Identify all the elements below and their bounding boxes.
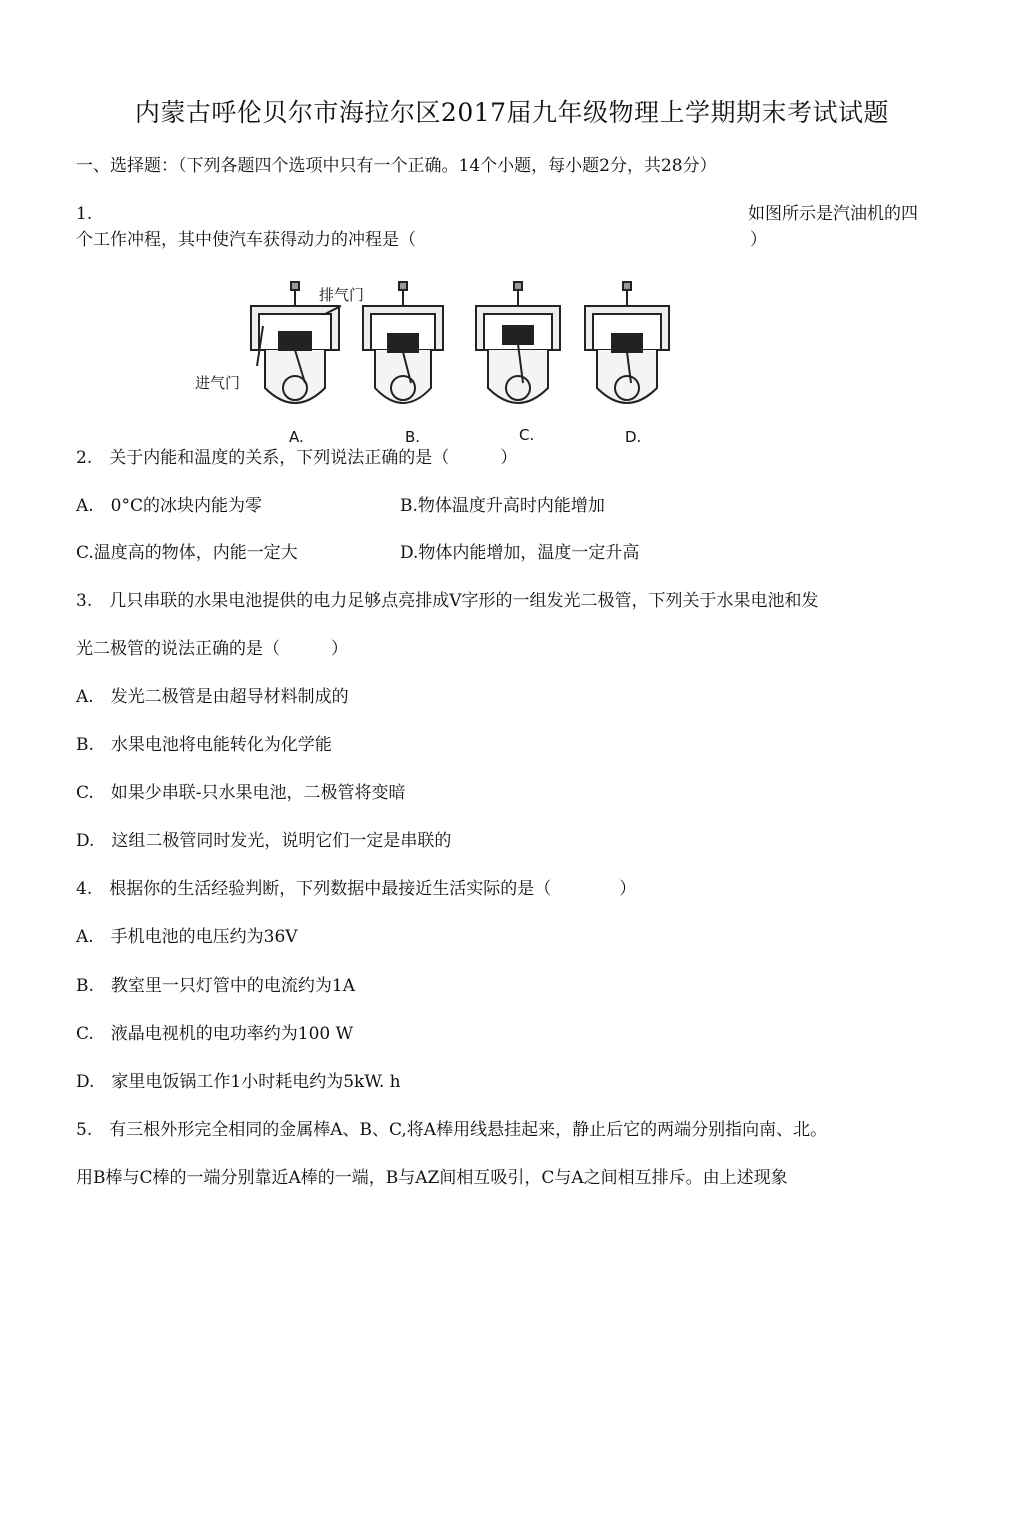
q2-option-c: C.温度高的物体，内能一定大 [76, 543, 298, 563]
engine-strokes-figure [193, 278, 683, 450]
intake-valve-label: 进气门 [195, 374, 241, 392]
q2-option-b: B.物体温度升高时内能增加 [400, 496, 605, 516]
cylinder-b-drawing [363, 282, 443, 403]
q4-option-d: D. 家里电饭锅工作1小时耗电约为5kW. h [76, 1072, 401, 1092]
cylinder-c-drawing [476, 282, 560, 403]
figure-label-c: C. [519, 426, 535, 444]
figure-label-b: B. [405, 428, 421, 446]
section-heading: 一、选择题：（下列各题四个选项中只有一个正确。14个小题，每小题2分，共28分） [76, 156, 717, 176]
q3-option-d: D. 这组二极管同时发光，说明它们一定是串联的 [76, 831, 452, 851]
figure-label-d: D. [625, 428, 642, 446]
q5-stem-line2: 用B棒与C棒的一端分别靠近A棒的一端，B与AZ间相互吸引，C与A之间相互排斥。由上述现象 [76, 1168, 788, 1188]
page-title: 内蒙古呼伦贝尔市海拉尔区2017届九年级物理上学期期末考试试题 [134, 98, 890, 127]
q3-option-b: B. 水果电池将电能转化为化学能 [76, 735, 332, 755]
q4-stem: 4. 根据你的生活经验判断，下列数据中最接近生活实际的是（ ） [76, 879, 637, 899]
q4-option-c: C. 液晶电视机的电功率约为100 W [76, 1024, 354, 1044]
q1-paren-close: ） [750, 230, 767, 250]
exhaust-valve-label: 排气门 [319, 286, 365, 304]
q4-option-b: B. 教室里一只灯管中的电流约为1A [76, 976, 355, 996]
q1-number: 1. [76, 204, 93, 224]
q2-stem: 2. 关于内能和温度的关系，下列说法正确的是（ ） [76, 448, 518, 468]
q3-option-a: A. 发光二极管是由超导材料制成的 [76, 687, 349, 707]
q5-stem-line1: 5. 有三根外形完全相同的金属棒A、B、C,将A棒用线悬挂起来，静止后它的两端分别指向南、北。 [76, 1120, 828, 1140]
figure-label-a: A. [289, 428, 304, 446]
q1-text-line2: 个工作冲程，其中使汽车获得动力的冲程是（ [76, 230, 416, 250]
q3-option-c: C. 如果少串联-只水果电池，二极管将变暗 [76, 783, 406, 803]
q1-text-right: 如图所示是汽油机的四 [748, 204, 918, 224]
q3-stem-line1: 3. 几只串联的水果电池提供的电力足够点亮排成V字形的一组发光二极管，下列关于水果电池和发 [76, 591, 819, 611]
q2-option-d: D.物体内能增加，温度一定升高 [400, 543, 640, 563]
q3-stem-line2: 光二极管的说法正确的是（ ） [76, 639, 348, 659]
q2-option-a: A. 0°C的冰块内能为零 [76, 496, 263, 516]
q4-option-a: A. 手机电池的电压约为36V [76, 927, 298, 947]
cylinder-d-drawing [585, 282, 669, 403]
